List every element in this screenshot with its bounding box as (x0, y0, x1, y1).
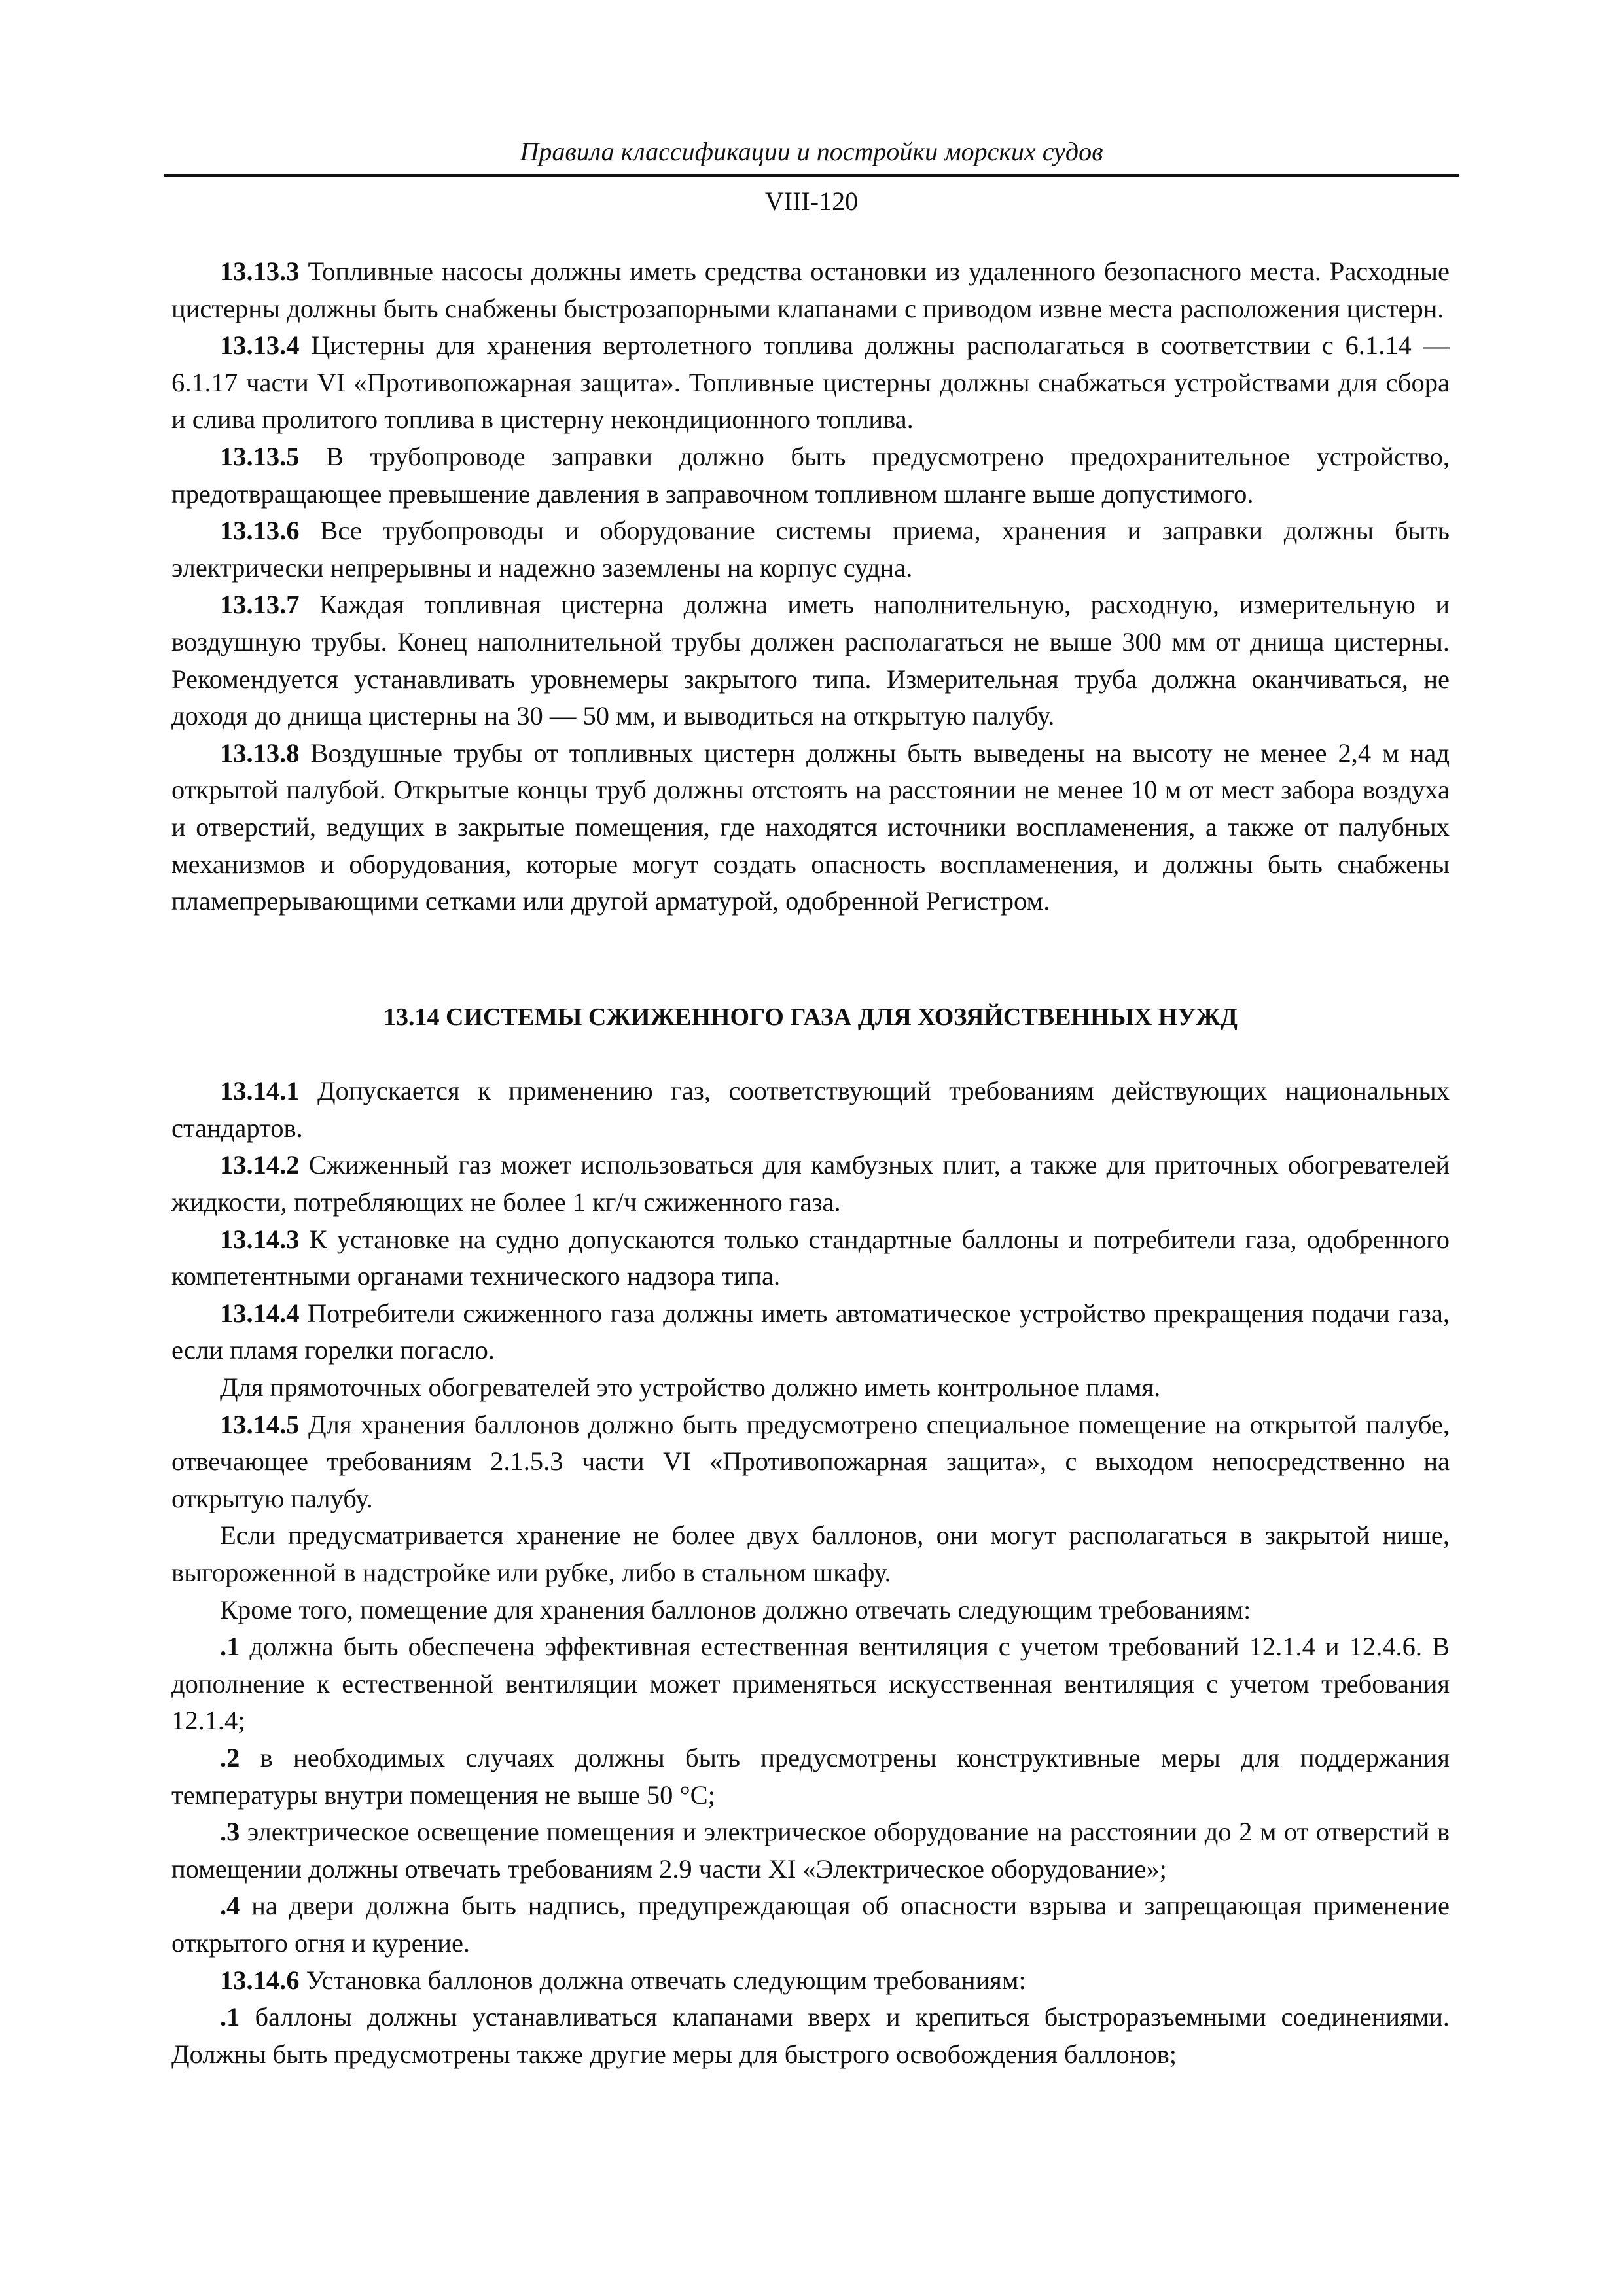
item-number: .4 (220, 1891, 240, 1921)
running-header-title: Правила классификации и постройки морских судов (520, 137, 1103, 166)
item-number: .3 (220, 1817, 240, 1847)
clause-number: 13.14.6 (220, 1965, 300, 1995)
clause-text: Допускается к применению газ, соответствующий требованиям действующих национальных стандартов. (171, 1076, 1450, 1143)
item-number: .1 (220, 2002, 240, 2032)
item-text: баллоны должны устанавливаться клапанами вверх и крепиться быстроразъемными соединениями. Должны быть предусмотрены также другие меры для быстрого освобождения баллонов; (171, 2002, 1450, 2069)
paragraph-13-14-2 (171, 1147, 1450, 1221)
paragraph-13-13-8 (171, 735, 1450, 920)
clause-number: 13.14.2 (220, 1150, 300, 1180)
clause-text: Кроме того, помещение для хранения баллонов должно отвечать следующим требованиям: (220, 1594, 1251, 1624)
item-text: электрическое освещение помещения и электрическое оборудование на расстоянии до 2 м от отверстий в помещении должны отвечать требованиям 2.9 части XI «Электрическое оборудование»; (171, 1817, 1450, 1884)
section-heading-13-14: 13.14 СИСТЕМЫ СЖИЖЕННОГО ГАЗА ДЛЯ ХОЗЯЙСТВЕННЫХ НУЖД (383, 1003, 1238, 1031)
section-13-13 (171, 253, 1450, 920)
clause-number: 13.13.3 (220, 257, 300, 286)
paragraph-13-13-7 (171, 586, 1450, 734)
clause-number: 13.13.7 (220, 590, 300, 620)
clause-number: 13.13.4 (220, 331, 300, 361)
paragraph-13-14-4 (171, 1295, 1450, 1369)
clause-text: Все трубопроводы и оборудование системы приема, хранения и заправки должны быть электрически непрерывны и надежно заземлены на корпус судна. (171, 516, 1450, 583)
clause-text: Цистерны для хранения вертолетного топлива должны располагаться в соответствии с 6.1.14 — 6.1.17 части VI «Противопожарная защита». Топливные цистерны должны снабжаться устройствами для сбора и слива пролитого топлива в цистерну некондиционного топлива. (171, 331, 1450, 435)
document-body (171, 253, 1450, 2073)
page-number: VIII-120 (764, 187, 859, 216)
list-item-1 (171, 1628, 1450, 1740)
paragraph-13-13-3 (171, 253, 1450, 327)
clause-text: Потребители сжиженного газа должны иметь автоматическое устройство прекращения подачи газа, если пламя горелки погасло. (171, 1298, 1450, 1365)
clause-number: 13.14.3 (220, 1224, 300, 1254)
paragraph-13-14-5-niche (171, 1517, 1450, 1591)
list-item-4 (171, 1888, 1450, 1962)
clause-number: 13.13.6 (220, 516, 300, 546)
clause-text: Каждая топливная цистерна должна иметь наполнительную, расходную, измерительную и воздушную трубы. Конец наполнительной трубы должен располагаться не выше 300 мм от днища цистерны. Рекомендуется устанавливать уровнемеры закрытого типа. Измерительная труба должна оканчиваться, не доходя до днища цистерны на 30 — 50 мм, и выводиться на открытую палубу. (171, 590, 1450, 731)
list-item-6-1 (171, 1999, 1450, 2073)
paragraph-13-14-3 (171, 1221, 1450, 1295)
clause-text: Установка баллонов должна отвечать следующим требованиям: (299, 1965, 1026, 1995)
clause-number: 13.13.5 (220, 441, 300, 471)
clause-text: К установке на судно допускаются только стандартные баллоны и потребители газа, одобренного компетентными органами технического надзора типа. (171, 1224, 1450, 1291)
item-number: .2 (220, 1742, 240, 1772)
paragraph-13-14-5-requirements (171, 1592, 1450, 1629)
paragraph-13-14-5 (171, 1407, 1450, 1518)
item-text: в необходимых случаях должны быть предусмотрены конструктивные меры для поддержания температуры внутри помещения не выше 50 °С; (171, 1742, 1450, 1810)
list-item-2 (171, 1740, 1450, 1814)
clause-text: Воздушные трубы от топливных цистерн должны быть выведены на высоту не менее 2,4 м над открытой палубой. Открытые концы труб должны отстоять на расстоянии не менее 10 м от мест забора воздуха и отверстий, ведущих в закрытые помещения, где находятся источники воспламенения, а также от палубных механизмов и оборудования, которые могут создать опасность воспламенения, и должны быть снабжены пламепрерывающими сетками или другой арматурой, одобренной Регистром. (171, 738, 1450, 916)
paragraph-13-13-5 (171, 439, 1450, 512)
paragraph-13-14-6 (171, 1962, 1450, 2000)
list-item-3 (171, 1814, 1450, 1888)
clause-text: Для хранения баллонов должно быть предусмотрено специальное помещение на открытой палубе, отвечающее требованиям 2.1.5.3 части VI «Противопожарная защита», с выходом непосредственно на открытую палубу. (171, 1409, 1450, 1513)
item-number: .1 (220, 1632, 240, 1662)
clause-text: Для прямоточных обогревателей это устройство должно иметь контрольное пламя. (220, 1372, 1161, 1403)
header-rule (164, 174, 1459, 177)
section-13-14 (171, 1073, 1450, 2073)
clause-number: 13.13.8 (220, 738, 300, 768)
paragraph-13-14-4-note (171, 1369, 1450, 1407)
item-text: на двери должна быть надпись, предупреждающая об опасности взрыва и запрещающая применение открытого огня и курение. (171, 1891, 1450, 1958)
clause-text: В трубопроводе заправки должно быть предусмотрено предохранительное устройство, предотвращающее превышение давления в заправочном топливном шланге выше допустимого. (171, 441, 1450, 509)
paragraph-13-13-4 (171, 327, 1450, 439)
clause-text: Если предусматривается хранение не более двух баллонов, они могут располагаться в закрытой нише, выгороженной в надстройке или рубке, либо в стальном шкафу. (171, 1520, 1450, 1587)
clause-number: 13.14.4 (220, 1298, 300, 1328)
paragraph-13-13-6 (171, 512, 1450, 586)
clause-text: Топливные насосы должны иметь средства остановки из удаленного безопасного места. Расходные цистерны должны быть снабжены быстрозапорными клапанами с приводом извне места расположения цистерн. (171, 257, 1450, 323)
paragraph-13-14-1 (171, 1073, 1450, 1147)
clause-number: 13.14.5 (220, 1409, 300, 1439)
clause-text: Сжиженный газ может использоваться для камбузных плит, а также для приточных обогревателей жидкости, потребляющих не более 1 кг/ч сжиженного газа. (171, 1150, 1450, 1217)
clause-number: 13.14.1 (220, 1076, 300, 1106)
item-text: должна быть обеспечена эффективная естественная вентиляция с учетом требований 12.1.4 и 12.4.6. В дополнение к естественной вентиляции может применяться искусственная вентиляция с учетом требования 12.1.4; (171, 1632, 1450, 1736)
